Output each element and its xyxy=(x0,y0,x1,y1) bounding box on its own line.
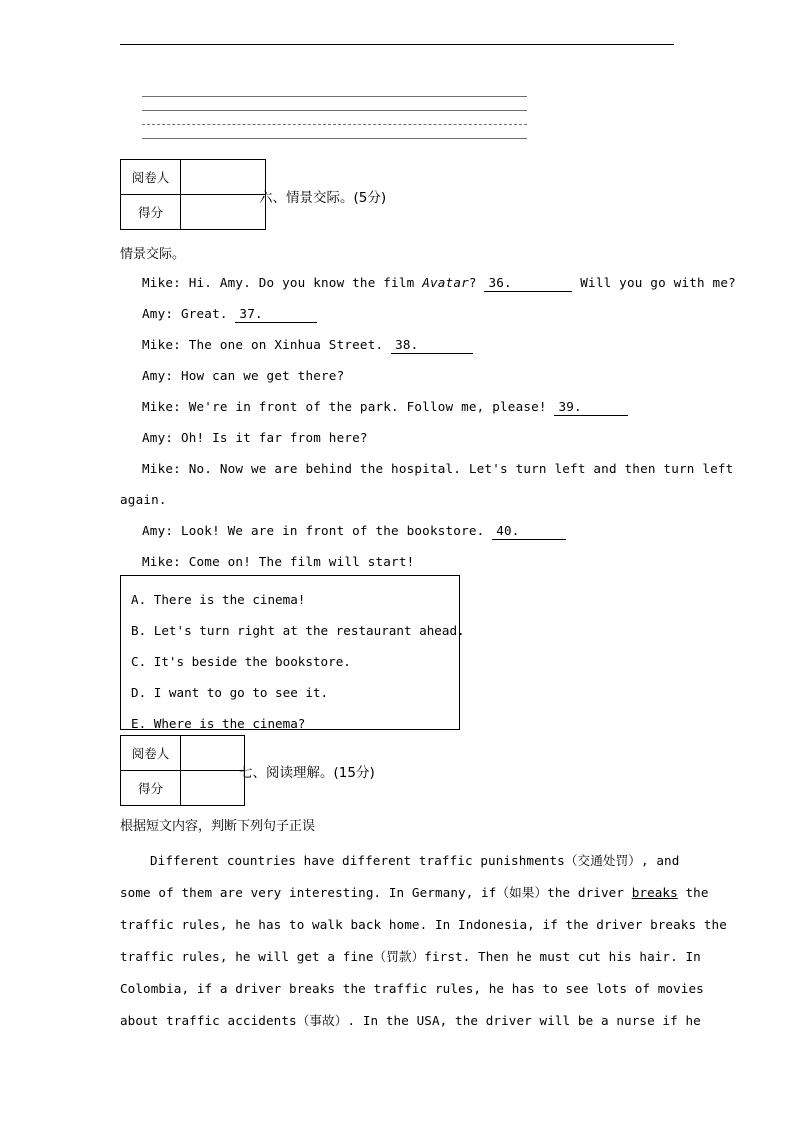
reviewer-label: 阅卷人 xyxy=(121,736,181,770)
section-seven-heading: 七、阅读理解。(15分) xyxy=(239,765,375,781)
passage-line: about traffic accidents（事故）. In the USA, the driver will be a nurse if he xyxy=(120,1013,701,1028)
passage-line: Different countries have different traffic punishments（交通处罚）, and xyxy=(150,853,680,868)
section-six-subheading: 情景交际。 xyxy=(120,247,186,262)
passage-line-text: some of them are very interesting. In Germany, if（如果）the driver breaks the xyxy=(120,885,709,900)
reviewer-value-cell[interactable] xyxy=(181,160,265,194)
option-d[interactable]: D. I want to go to see it. xyxy=(131,685,329,700)
options-box xyxy=(120,575,465,731)
dialogue-text: Oh! Is it far from here? xyxy=(180,430,368,445)
dialogue-text: Look! We are in front of the bookstore. xyxy=(180,523,493,538)
dialogue-line-7 xyxy=(120,461,734,477)
writing-line xyxy=(142,110,527,111)
dialogue-line-2 xyxy=(120,306,702,323)
underlined-word: breaks xyxy=(631,885,678,900)
score-label: 得分 xyxy=(121,771,181,805)
dialogue-line-9 xyxy=(120,554,702,570)
dialogue-speaker: Mike: xyxy=(142,554,181,569)
score-row-score xyxy=(121,194,265,229)
dialogue-text-post: Will you go with me? xyxy=(580,275,736,290)
dialogue-text: Hi. Amy. Do you know the film xyxy=(188,275,423,290)
answer-blank-39[interactable]: 39. xyxy=(554,399,628,416)
writing-line-dashed xyxy=(142,124,527,125)
score-row-reviewer xyxy=(121,160,265,194)
score-row-reviewer xyxy=(121,736,244,770)
option-b[interactable]: B. Let's turn right at the restaurant ahead. xyxy=(131,623,465,638)
passage-line: traffic rules, he has to walk back home. In Indonesia, if the driver breaks the xyxy=(120,917,727,932)
dialogue-line-1 xyxy=(120,275,736,292)
score-value-cell[interactable] xyxy=(181,195,265,229)
answer-blank-40[interactable]: 40. xyxy=(492,523,566,540)
option-e[interactable]: E. Where is the cinema? xyxy=(131,716,306,731)
answer-writing-lines xyxy=(142,96,527,152)
dialogue-line-5 xyxy=(120,399,702,416)
writing-line xyxy=(142,138,527,139)
dialogue-speaker: Mike: xyxy=(142,275,181,290)
dialogue-speaker: Mike: xyxy=(142,399,181,414)
answer-blank-38[interactable]: 38. xyxy=(391,337,473,354)
dialogue-text: Come on! The film will start! xyxy=(188,554,415,569)
writing-line xyxy=(142,96,527,97)
reviewer-label: 阅卷人 xyxy=(121,160,181,194)
score-table-section-seven xyxy=(120,735,245,806)
dialogue-speaker: Amy: xyxy=(142,306,174,321)
dialogue-speaker: Amy: xyxy=(142,523,174,538)
dialogue-speaker: Mike: xyxy=(142,461,181,476)
dialogue-line-4 xyxy=(120,368,702,384)
option-c[interactable]: C. It's beside the bookstore. xyxy=(131,654,351,669)
score-value-cell[interactable] xyxy=(181,771,244,805)
dialogue-text: No. Now we are behind the hospital. Let's turn left and then turn left xyxy=(188,461,734,476)
dialogue-text-mid: ? xyxy=(468,275,485,290)
reading-passage xyxy=(120,845,727,1037)
section-seven-subheading: 根据短文内容，判断下列句子正误 xyxy=(120,819,316,834)
score-row-score xyxy=(121,770,244,805)
dialogue-line-7-cont xyxy=(120,492,680,508)
dialogue-text: Great. xyxy=(180,306,236,321)
dialogue-speaker: Mike: xyxy=(142,337,181,352)
answer-blank-37[interactable]: 37. xyxy=(235,306,317,323)
section-six-heading: 六、情景交际。(5分) xyxy=(259,190,387,206)
passage-line: Colombia, if a driver breaks the traffic rules, he has to see lots of movies xyxy=(120,981,704,996)
score-label: 得分 xyxy=(121,195,181,229)
answer-blank-36[interactable]: 36. xyxy=(484,275,572,292)
passage-line: traffic rules, he will get a fine（罚款）first. Then he must cut his hair. In xyxy=(120,949,701,964)
dialogue-line-8 xyxy=(120,523,702,540)
option-a[interactable]: A. There is the cinema! xyxy=(131,592,306,607)
dialogue-line-6 xyxy=(120,430,702,446)
score-table-section-six xyxy=(120,159,266,230)
header-divider xyxy=(120,44,674,45)
dialogue-text: The one on Xinhua Street. xyxy=(188,337,392,352)
dialogue-speaker: Amy: xyxy=(142,430,174,445)
reviewer-value-cell[interactable] xyxy=(181,736,244,770)
film-title: Avatar xyxy=(422,275,469,290)
dialogue-line-3 xyxy=(120,337,702,354)
passage-line xyxy=(120,877,709,909)
dialogue-speaker: Amy: xyxy=(142,368,174,383)
dialogue-text: again. xyxy=(120,492,167,507)
dialogue-text: We're in front of the park. Follow me, please! xyxy=(188,399,555,414)
dialogue-text: How can we get there? xyxy=(180,368,345,383)
